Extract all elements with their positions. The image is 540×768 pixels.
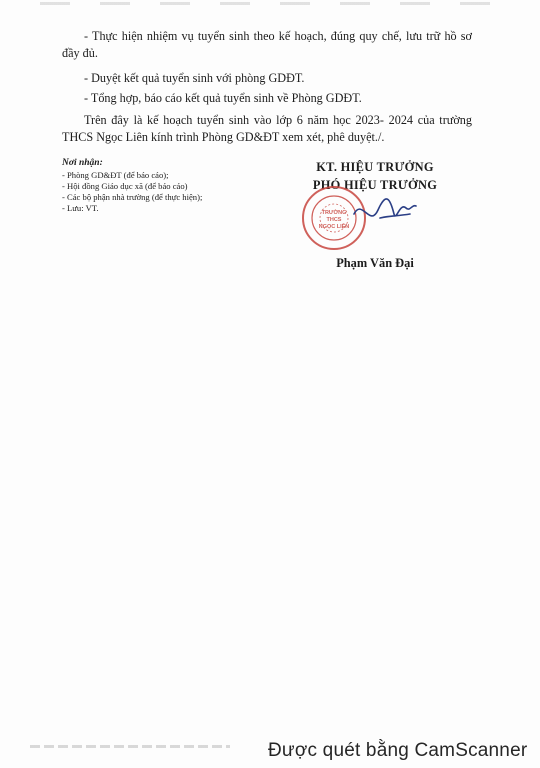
- recipient-item: - Phòng GD&ĐT (để báo cáo);: [62, 170, 169, 180]
- footer-scan-artifact: [30, 745, 230, 748]
- svg-text:NGỌC LIÊN: NGỌC LIÊN: [318, 224, 350, 230]
- task-paragraph-records: - Thực hiện nhiệm vụ tuyển sinh theo kế hoạch, đúng quy chế, lưu trữ hồ sơ đầy đủ.: [62, 29, 472, 60]
- signer-name: Phạm Văn Đại: [336, 256, 414, 270]
- handwritten-signature: [350, 192, 420, 232]
- page-top-edge: [40, 2, 500, 5]
- task-paragraph-approve: - Duyệt kết quả tuyển sinh với phòng GDĐT.: [84, 71, 305, 85]
- closing-paragraph: Trên đây là kế hoạch tuyển sinh vào lớp 6 năm học 2023- 2024 của trường THCS Ngọc Liên kính trình Phòng GD&ĐT xem xét, phê duyệt./.: [62, 113, 472, 144]
- svg-text:THCS: THCS: [326, 217, 342, 223]
- recipients-block: [62, 158, 282, 214]
- signer-title-line2: PHÓ HIỆU TRƯỞNG: [312, 178, 438, 192]
- scanner-watermark: [268, 734, 536, 768]
- recipient-item: - Hội đồng Giáo dục xã (để báo cáo): [62, 181, 188, 191]
- recipient-item: - Lưu: VT.: [62, 203, 99, 213]
- task-paragraph-report: - Tổng hợp, báo cáo kết quả tuyển sinh về Phòng GDĐT.: [84, 91, 362, 105]
- watermark-text: Được quét bằng CamScanner: [268, 740, 528, 761]
- svg-text:TRƯỜNG: TRƯỜNG: [321, 210, 347, 216]
- recipients-heading: Nơi nhận:: [62, 158, 103, 168]
- recipient-item: - Các bộ phận nhà trường (để thực hiện);: [62, 192, 203, 202]
- signer-title-line1: KT. HIỆU TRƯỞNG: [316, 160, 434, 174]
